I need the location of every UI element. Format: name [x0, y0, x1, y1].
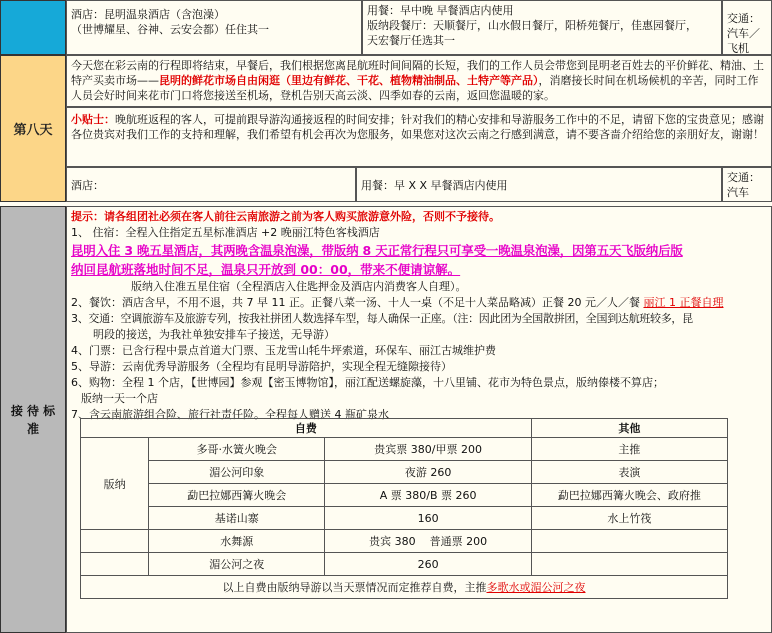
- fee-item-price-2: 普通票 200: [429, 535, 488, 548]
- table-row: [81, 507, 728, 530]
- day8-transport-mode: 汽车: [727, 186, 749, 199]
- standard-label-1: 接 待 标: [10, 403, 56, 418]
- fee-item-price: 贵宾 380: [369, 535, 416, 548]
- fee-region-blank: [81, 553, 149, 576]
- fee-item-name: 湄公河印象: [149, 461, 325, 484]
- standard-shopping: 6、购物：全程 1 个店，【世博园】参观【密玉博物馆】，丽江配送螺旋藻，十八里铺、花市为特色景点，版纳傣楼不算店；: [71, 376, 664, 389]
- top-hotel-cell: [66, 0, 362, 55]
- fee-item-name: 湄公河之夜: [149, 553, 325, 576]
- hot-spring-notice-2: 纳回昆航班落地时间不足，温泉只开放到 00：00，带来不便请谅解。: [71, 262, 461, 277]
- standard-accommodation-banna: 版纳入住准五星住宿（全程酒店入住匙押金及酒店内消费客人自理）。: [131, 280, 467, 293]
- fee-item-other: 主推: [531, 438, 727, 461]
- top-meals: 用餐：早中晚 早餐酒店内使用: [367, 4, 514, 17]
- lijiang-meal-note: 丽江 1 正餐自理: [643, 296, 724, 309]
- fee-item-price: 夜游 260: [325, 461, 531, 484]
- fee-item-other: [531, 553, 727, 576]
- fee-footer: [81, 576, 728, 599]
- standard-insurance: 7、含云南旅游组合险、旅行社责任险。全程每人赠送 4 瓶矿泉水: [71, 408, 389, 421]
- fee-item-price-pair: [325, 530, 531, 553]
- table-row: [81, 484, 728, 507]
- standard-tickets: 4、门票：已含行程中景点首道大门票、玉龙雪山牦牛坪索道，环保车、丽江古城维护费: [71, 344, 496, 357]
- standard-shopping-2: 版纳一天一个店: [81, 392, 158, 405]
- day8-hotel: 酒店：: [71, 179, 104, 192]
- fee-footer-text: 以上自费由版纳导游以当天票情况而定推荐自费，主推: [222, 581, 487, 594]
- day8-hotel-cell: [66, 167, 356, 202]
- day8-p1-a: 今天您在彩云南的行程即将结束，早餐后，我们根据您离昆航班时间间隔的长短，我们的工作人员会带您到昆明老百姓去的平价鲜花、精油、土特产买卖市场——: [71, 59, 764, 87]
- fee-item-name: 多哥·水簧火晚会: [149, 438, 325, 461]
- fee-item-other: [531, 530, 727, 553]
- day8-meals: 用餐：早 X X 早餐酒店内使用: [361, 179, 508, 192]
- fee-item-other: 表演: [531, 461, 727, 484]
- top-row-side-cell: [0, 0, 66, 55]
- top-meals-restaurants: 版纳段餐厅：天顺餐厅，山水假日餐厅，阳桥苑餐厅，佳惠园餐厅，: [367, 19, 697, 32]
- standard-meals-text: 2、餐饮：酒店含早，不用不退，共 7 早 11 正。正餐八菜一汤、十人一桌（不足十人菜品略减）正餐 20 元／人／餐: [71, 296, 640, 309]
- day8-flower-market: 昆明的鲜花市场自由闲逛（里边有鲜花、干花、植物精油制品、土特产等产品）: [159, 74, 539, 87]
- day8-tip-text: 晚航班返程的客人，可提前跟导游沟通接返程的时间安排；针对我们的精心安排和导游服务工作中的不足，请留下您的宝贵意见；感谢各位贵宾对我们工作的支持和理解，我们希望有机会再次为您服务，如果您对这次云南之行感到满意，请不要吝啬介绍给您的亲朋好友，谢谢！: [71, 113, 764, 141]
- top-meals-restaurants-2: 天宏餐厅任选其一: [367, 34, 455, 47]
- top-hotel-alt: （世博耀星、谷神、云安会都）任住其一: [71, 23, 269, 36]
- table-row: [81, 461, 728, 484]
- top-meals-cell: [362, 0, 722, 55]
- top-transport: 交通：: [727, 12, 760, 25]
- top-transport-cell: [722, 0, 772, 55]
- fee-item-price: A 票 380/B 票 260: [325, 484, 531, 507]
- day8-transport-cell: [722, 167, 772, 202]
- top-hotel: 酒店：昆明温泉酒店（含泡澡）: [71, 8, 225, 21]
- table-row: [81, 553, 728, 576]
- fee-table-header: [81, 419, 728, 438]
- fee-item-price: 贵宾票 380/甲票 200: [325, 438, 531, 461]
- day8-label: 第八天: [0, 55, 66, 202]
- standard-label: [0, 206, 66, 633]
- fee-item-other: 勐巴拉娜西篝火晚会、政府推: [531, 484, 727, 507]
- standard-accommodation: 1、 住宿：全程入住指定五星标准酒店 +2 晚丽江特色客栈酒店: [71, 226, 380, 239]
- table-row: [81, 438, 728, 461]
- day8-tip-label: 小贴士：: [71, 113, 115, 126]
- standard-transport: 3、交通：空调旅游车及旅游专列，按我社拼团人数选择车型，每人确保一正座。（注：因此团为全国散拼团，全国到达航班较多，昆: [71, 312, 693, 325]
- fee-footer-row: [81, 576, 728, 599]
- fee-item-name: 勐巴拉娜西篝火晚会: [149, 484, 325, 507]
- standard-label-2: 准: [26, 421, 39, 436]
- fee-footer-highlight: 多歌水或湄公河之夜: [486, 581, 586, 594]
- day8-description: [66, 55, 772, 107]
- fee-item-price: 160: [325, 507, 531, 530]
- standard-transport-2: 明段的接送，为我社单独安排车子接送，无导游）: [93, 328, 335, 341]
- hot-spring-notice-1: 昆明入住 3 晚五星酒店，其两晚含温泉泡澡，带版纳 8 天正常行程只可享受一晚温泉泡澡，因第五天飞版纳后版: [71, 243, 683, 258]
- standard-guide: 5、导游：云南优秀导游服务（全程均有昆明导游陪护，实现全程无缝隙接待）: [71, 360, 452, 373]
- fee-item-name: 基诺山寨: [149, 507, 325, 530]
- day8-p1-b: ，消磨接长时间在机场候机的辛苦，同时工作人员会好时间来花市门口将您接送至机场，登机告别天高云淡、四季如春的云南，返回您温暖的家。: [71, 74, 759, 102]
- optional-fee-table: [80, 418, 728, 599]
- fee-region-blank: [81, 530, 149, 553]
- fee-item-price: 260: [325, 553, 531, 576]
- day8-tips: [66, 107, 772, 167]
- fee-region: 版纳: [81, 438, 149, 530]
- insurance-warning: 提示：请各组团社必须在客人前往云南旅游之前为客人购买旅游意外险，否则不予接待。: [71, 210, 500, 223]
- day8-meals-cell: [356, 167, 722, 202]
- fee-item-other: 水上竹筏: [531, 507, 727, 530]
- fee-header-other: 其他: [531, 419, 727, 438]
- standard-meals: [71, 295, 767, 311]
- fee-item-name: 水舞源: [149, 530, 325, 553]
- day8-transport: 交通：: [727, 171, 760, 184]
- top-transport-mode: 汽车／飞机: [727, 27, 760, 55]
- table-row: [81, 530, 728, 553]
- fee-header-self: 自费: [81, 419, 532, 438]
